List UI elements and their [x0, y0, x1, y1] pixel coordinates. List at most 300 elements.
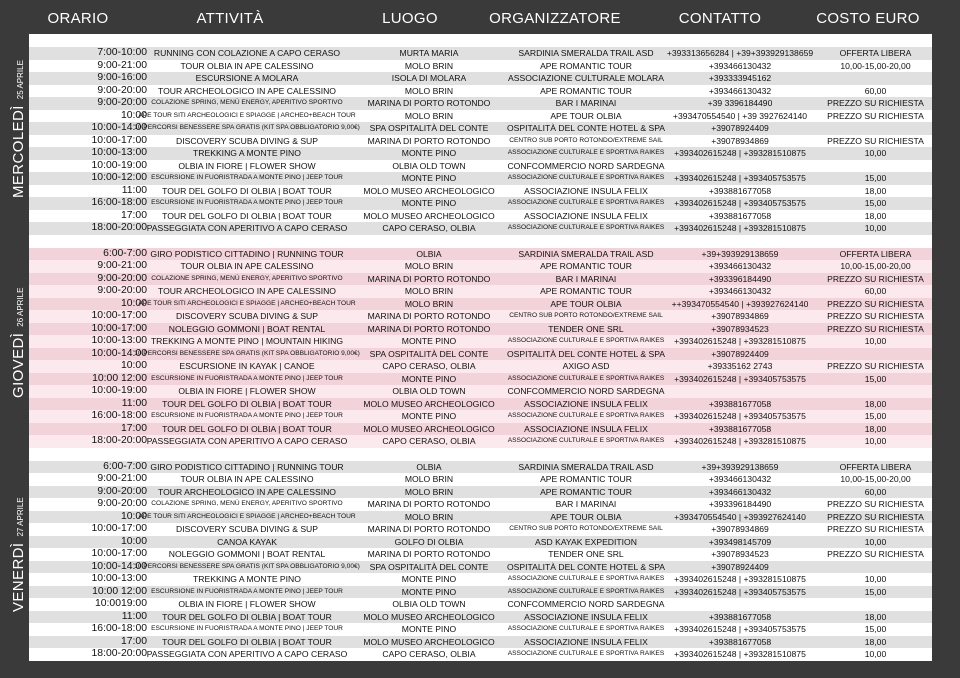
- table-row: [29, 423, 932, 436]
- cell-contact: +393402615248 | +393281510875: [674, 223, 806, 233]
- header-orario: ORARIO: [47, 10, 109, 27]
- table-row: [29, 573, 932, 586]
- cell-time: 10:00-13:00: [91, 573, 147, 584]
- cell-contact: +393466130432: [708, 486, 772, 497]
- cell-time: 18:00-20:00: [91, 222, 147, 233]
- cell-activity: TOUR OLBIA IN APE CALESSINO: [180, 474, 314, 484]
- cell-cost: PREZZO SU RICHIESTA: [827, 524, 924, 534]
- cell-time: 9:00-20:00: [97, 84, 147, 96]
- table-row: [29, 586, 932, 599]
- cell-activity: 10 PERCORSI BENESSERE SPA GRATIS (KIT SPA OBBLIGATORIO 9,00€): [134, 124, 360, 131]
- table-row: [29, 523, 932, 536]
- cell-contact: +393881677058: [708, 185, 772, 196]
- cell-cost: 18,00: [864, 210, 887, 221]
- cell-place: SPA OSPITALITÀ DEL CONTE: [369, 561, 489, 572]
- cell-time: 10:00: [120, 510, 147, 522]
- cell-contact: +393466130432: [708, 261, 772, 271]
- cell-place: MURTA MARIA: [399, 48, 459, 58]
- cell-activity: PASSEGGIATA CON APERITIVO A CAPO CERASO: [146, 436, 348, 446]
- header-attivita: ATTIVITÀ: [196, 10, 264, 27]
- cell-contact: +393881677058: [708, 611, 772, 622]
- cell-place: MOLO BRIN: [404, 286, 454, 296]
- cell-contact: +393402615248 | +393281510875: [674, 436, 806, 446]
- cell-place: MOLO BRIN: [404, 261, 454, 271]
- cell-place: MONTE PINO: [401, 148, 457, 158]
- cell-activity: TOUR ARCHEOLOGICO IN APE CALESSINO: [158, 486, 336, 497]
- cell-cost: 10,00: [864, 223, 887, 233]
- table-row: [29, 548, 932, 561]
- cell-time: 10:00-14:00: [91, 347, 147, 359]
- cell-organizer: APE ROMANTIC TOUR: [540, 85, 632, 96]
- cell-time: 9:00-20:00: [97, 272, 147, 284]
- cell-time: 10:00: [120, 535, 147, 547]
- cell-place: MARINA DI PORTO ROTONDO: [367, 98, 491, 108]
- cell-place: MONTE PINO: [401, 336, 457, 346]
- cell-cost: PREZZO SU RICHIESTA: [827, 323, 924, 334]
- table-row: [29, 310, 932, 323]
- table-row: [29, 110, 932, 123]
- table-row: [29, 498, 932, 511]
- cell-place: OLBIA OLD TOWN: [392, 386, 466, 396]
- table-row: [29, 97, 932, 110]
- cell-organizer: ASSOCIAZIONE CULTURALE E SPORTIVA RAIKES: [507, 174, 665, 181]
- header-luogo: LUOGO: [382, 10, 438, 27]
- table-row: [29, 435, 932, 448]
- cell-place: CAPO CERASO, OLBIA: [382, 436, 476, 446]
- cell-organizer: APE TOUR OLBIA: [550, 511, 622, 522]
- cell-cost: 60,00: [864, 286, 887, 296]
- table-row: [29, 172, 932, 185]
- cell-time: 10:00-17:00: [91, 310, 147, 321]
- cell-place: MOLO BRIN: [404, 486, 454, 497]
- cell-contact: +39078924409: [711, 561, 769, 572]
- table-row: [29, 197, 932, 210]
- cell-time: 18:00-20:00: [91, 648, 147, 659]
- table-row: [29, 360, 932, 373]
- cell-contact: ++393470554540 | +393927624140: [671, 298, 809, 309]
- table-row: [29, 486, 932, 499]
- cell-contact: +393396184490: [708, 499, 772, 509]
- cell-cost: 15,00: [864, 373, 887, 384]
- cell-time: 10:00-13:00: [91, 147, 147, 158]
- cell-contact: +393466130432: [708, 286, 772, 296]
- cell-activity: TOUR DEL GOLFO DI OLBIA | BOAT TOUR: [162, 210, 332, 221]
- cell-activity: APE TOUR SITI ARCHEOLOGICI E SPIAGGE | ARCHEO+BEACH TOUR: [138, 512, 356, 520]
- cell-activity: NOLEGGIO GOMMONI | BOAT RENTAL: [168, 323, 326, 334]
- day-spacer: [29, 448, 932, 461]
- cell-activity: TOUR DEL GOLFO DI OLBIA | BOAT TOUR: [162, 185, 332, 196]
- table-row: [29, 373, 932, 386]
- cell-organizer: CONFCOMMERCIO NORD SARDEGNA: [507, 386, 665, 396]
- cell-place: MOLO BRIN: [404, 85, 454, 96]
- table-row: [29, 85, 932, 98]
- cell-place: OLBIA: [416, 248, 442, 259]
- table-row: [29, 473, 932, 486]
- header-organizzatore: ORGANIZZATORE: [489, 10, 621, 27]
- cell-activity: ESCURSIONE IN FUORISTRADA A MONTE PINO | JEEP TOUR: [151, 625, 343, 632]
- cell-contact: +393402615248 | +393281510875: [674, 148, 806, 158]
- cell-time: 16:00-18:00: [91, 410, 147, 421]
- cell-activity: TREKKING A MONTE PINO | MOUNTAIN HIKING: [150, 336, 344, 346]
- table-row: [29, 160, 932, 173]
- cell-cost: PREZZO SU RICHIESTA: [827, 549, 924, 559]
- cell-time: 10:00-14:00: [91, 122, 147, 133]
- table-row: [29, 185, 932, 198]
- cell-time: 10:00-14:00: [91, 560, 147, 572]
- cell-activity: TREKKING A MONTE PINO: [193, 574, 301, 584]
- cell-time: 10:00-19:00: [91, 159, 147, 171]
- cell-time: 10:00-17:00: [91, 322, 147, 334]
- table-row: [29, 210, 932, 223]
- cell-activity: TOUR ARCHEOLOGICO IN APE CALESSINO: [158, 85, 336, 96]
- cell-organizer: OSPITALITÀ DEL CONTE HOTEL & SPA: [506, 123, 666, 133]
- cell-organizer: ASSOCIAZIONE INSULA FELIX: [524, 611, 648, 622]
- cell-organizer: ASSOCIAZIONE INSULA FELIX: [524, 636, 648, 647]
- header-contatto: CONTATTO: [678, 10, 762, 27]
- cell-organizer: SARDINIA SMERALDA TRAIL ASD: [518, 461, 654, 472]
- cell-contact: +393881677058: [708, 210, 772, 221]
- cell-contact: +39078934523: [711, 323, 769, 334]
- cell-time: 10:00: [120, 360, 147, 371]
- table-row: [29, 598, 932, 611]
- cell-place: MOLO BRIN: [404, 511, 454, 522]
- table-row: [29, 285, 932, 298]
- cell-time: 11:00: [121, 610, 147, 622]
- cell-place: CAPO CERASO, OLBIA: [382, 361, 476, 371]
- cell-cost: 18,00: [864, 636, 887, 647]
- cell-cost: PREZZO SU RICHIESTA: [827, 361, 924, 371]
- cell-place: MOLO MUSEO ARCHEOLOGICO: [363, 185, 495, 196]
- cell-time: 17:00: [120, 209, 147, 221]
- cell-organizer: ASSOCIAZIONE CULTURALE E SPORTIVA RAIKES: [507, 199, 665, 206]
- cell-contact: +39078924409: [711, 348, 769, 359]
- cell-place: MOLO BRIN: [404, 298, 454, 309]
- cell-time: 10:00-19:00: [91, 385, 147, 396]
- day-date: 26 APRILE: [16, 287, 25, 327]
- cell-activity: ESCURSIONE IN FUORISTRADA A MONTE PINO | JEEP TOUR: [151, 587, 343, 595]
- table-row: [29, 410, 932, 423]
- table-row: [29, 222, 932, 235]
- cell-activity: TOUR DEL GOLFO DI OLBIA | BOAT TOUR: [162, 398, 332, 409]
- table-row: [29, 648, 932, 661]
- cell-organizer: ASSOCIAZIONE CULTURALE E SPORTIVA RAIKES: [507, 374, 665, 382]
- cell-organizer: ASSOCIAZIONE CULTURALE MOLARA: [508, 73, 664, 83]
- cell-time: 10:00 12:00: [92, 372, 147, 384]
- cell-time: 11:00: [121, 184, 147, 196]
- cell-cost: 10,00-15,00-20,00: [840, 261, 911, 271]
- cell-time: 9:00-20:00: [97, 498, 147, 509]
- table-header: [0, 0, 960, 34]
- cell-organizer: APE ROMANTIC TOUR: [540, 261, 632, 271]
- table-row: [29, 636, 932, 649]
- cell-place: CAPO CERASO, OLBIA: [382, 649, 476, 659]
- table-row: [29, 135, 932, 148]
- cell-activity: GIRO PODISTICO CITTADINO | RUNNING TOUR: [150, 248, 344, 259]
- cell-organizer: CENTRO SUB PORTO ROTONDO/EXTREME SAIL: [509, 312, 663, 319]
- cell-organizer: SARDINIA SMERALDA TRAIL ASD: [518, 48, 654, 58]
- day-spacer: [29, 34, 932, 47]
- cell-activity: ESCURSIONE IN FUORISTRADA A MONTE PINO | JEEP TOUR: [151, 199, 343, 206]
- cell-organizer: ASSOCIAZIONE INSULA FELIX: [524, 398, 648, 409]
- cell-activity: COLAZIONE SPRING, MENÙ ENERGY, APERITIVO SPORTIVO: [151, 500, 343, 507]
- cell-organizer: CONFCOMMERCIO NORD SARDEGNA: [507, 599, 665, 609]
- cell-organizer: ASSOCIAZIONE INSULA FELIX: [524, 185, 648, 196]
- cell-activity: ESCURSIONE IN KAYAK | CANOE: [179, 361, 315, 371]
- cell-organizer: ASSOCIAZIONE INSULA FELIX: [524, 423, 648, 434]
- cell-time: 6:00-7:00: [103, 247, 147, 259]
- cell-place: MONTE PINO: [401, 586, 457, 597]
- cell-place: MARINA DI PORTO ROTONDO: [367, 524, 491, 534]
- cell-cost: 60,00: [864, 85, 887, 96]
- cell-organizer: BAR I MARINAI: [555, 98, 617, 108]
- cell-place: MONTE PINO: [401, 173, 457, 183]
- cell-contact: +393396184490: [708, 273, 772, 284]
- cell-activity: 10 PERCORSI BENESSERE SPA GRATIS (KIT SPA OBBLIGATORIO 9,00€): [134, 562, 360, 570]
- cell-cost: 18,00: [864, 185, 887, 196]
- cell-contact: +39078924409: [711, 123, 769, 133]
- cell-cost: PREZZO SU RICHIESTA: [827, 135, 924, 146]
- cell-place: MOLO MUSEO ARCHEOLOGICO: [363, 210, 495, 221]
- cell-place: MONTE PINO: [401, 574, 457, 584]
- cell-cost: 15,00: [864, 624, 887, 634]
- cell-organizer: AXIGO ASD: [562, 361, 610, 371]
- cell-cost: 10,00: [864, 574, 887, 584]
- table-row: [29, 248, 932, 261]
- cell-time: 9:00-16:00: [97, 72, 147, 83]
- cell-time: 16:00-18:00: [91, 197, 147, 208]
- cell-contact: +393470554540 | +39 3927624140: [672, 110, 808, 121]
- cell-place: MARINA DI PORTO ROTONDO: [367, 135, 491, 146]
- cell-place: GOLFO DI OLBIA: [394, 536, 464, 547]
- cell-place: SPA OSPITALITÀ DEL CONTE: [369, 123, 489, 133]
- table-row: [29, 60, 932, 73]
- cell-time: 17:00: [120, 635, 147, 647]
- day-spacer: [29, 235, 932, 248]
- cell-cost: 60,00: [864, 486, 887, 497]
- cell-activity: TOUR DEL GOLFO DI OLBIA | BOAT TOUR: [162, 636, 332, 647]
- cell-place: MARINA DI PORTO ROTONDO: [367, 311, 491, 321]
- cell-contact: +39078934869: [711, 135, 769, 146]
- cell-contact: +393402615248 | +393405753575: [674, 198, 806, 208]
- cell-time: 16:00-18:00: [91, 623, 147, 634]
- cell-place: MOLO BRIN: [404, 474, 454, 484]
- cell-cost: OFFERTA LIBERA: [839, 248, 912, 259]
- cell-organizer: CENTRO SUB PORTO ROTONDO/EXTREME SAIL: [509, 525, 663, 532]
- cell-time: 6:00-7:00: [103, 460, 147, 472]
- cell-place: MOLO MUSEO ARCHEOLOGICO: [363, 398, 495, 409]
- schedule-table: [29, 34, 932, 659]
- cell-place: SPA OSPITALITÀ DEL CONTE: [369, 348, 489, 359]
- table-row: [29, 122, 932, 135]
- cell-place: MONTE PINO: [401, 624, 457, 634]
- cell-activity: CANOA KAYAK: [217, 536, 277, 547]
- cell-contact: +393881677058: [708, 636, 772, 647]
- day-label-giovedi: [10, 288, 28, 398]
- cell-contact: +393313656284 | +39+393929138659: [666, 48, 814, 58]
- cell-contact: +393402615248 | +393405753575: [674, 586, 806, 597]
- cell-contact: +39335162 2743: [707, 361, 773, 371]
- cell-time: 10:00-17:00: [91, 523, 147, 534]
- cell-contact: +393470554540 | +393927624140: [674, 511, 806, 522]
- cell-cost: 18,00: [864, 423, 887, 434]
- cell-time: 10:00: [120, 297, 147, 309]
- table-row: [29, 298, 932, 311]
- cell-contact: +393466130432: [708, 85, 772, 96]
- cell-organizer: ASSOCIAZIONE CULTURALE E SPORTIVA RAIKES: [507, 650, 665, 657]
- table-row: [29, 398, 932, 411]
- cell-activity: COLAZIONE SPRING, MENÙ ENERGY, APERITIVO SPORTIVO: [151, 274, 343, 282]
- table-row: [29, 47, 932, 60]
- cell-time: 7:00-10:00: [97, 47, 147, 58]
- cell-organizer: OSPITALITÀ DEL CONTE HOTEL & SPA: [506, 561, 666, 572]
- table-row: [29, 323, 932, 336]
- day-name: VENERDÌ: [10, 542, 27, 612]
- cell-time: 9:00-21:00: [97, 59, 147, 71]
- cell-cost: PREZZO SU RICHIESTA: [827, 298, 924, 309]
- cell-cost: 10,00-15,00-20,00: [840, 474, 911, 484]
- cell-organizer: ASSOCIAZIONE CULTURALE E SPORTIVA RAIKES: [507, 149, 665, 156]
- cell-place: MARINA DI PORTO ROTONDO: [367, 323, 491, 334]
- cell-activity: NOLEGGIO GOMMONI | BOAT RENTAL: [168, 549, 326, 559]
- cell-place: MONTE PINO: [401, 373, 457, 384]
- table-row: [29, 348, 932, 361]
- cell-contact: +393333945162: [708, 73, 772, 83]
- cell-place: OLBIA: [416, 461, 442, 472]
- cell-cost: 15,00: [864, 586, 887, 597]
- cell-time: 10:00-13:00: [91, 335, 147, 346]
- cell-contact: +393881677058: [708, 423, 772, 434]
- cell-contact: +393881677058: [708, 398, 772, 409]
- cell-cost: 10,00-15,00-20,00: [840, 60, 911, 71]
- cell-activity: DISCOVERY SCUBA DIVING & SUP: [176, 524, 318, 534]
- cell-time: 10:00-17:00: [91, 548, 147, 559]
- cell-activity: OLBIA IN FIORE | FLOWER SHOW: [178, 599, 316, 609]
- cell-organizer: ASSOCIAZIONE CULTURALE E SPORTIVA RAIKES: [507, 412, 665, 419]
- cell-activity: TOUR ARCHEOLOGICO IN APE CALESSINO: [158, 286, 336, 296]
- cell-place: MARINA DI PORTO ROTONDO: [367, 499, 491, 509]
- cell-activity: TOUR OLBIA IN APE CALESSINO: [180, 60, 314, 71]
- cell-cost: PREZZO SU RICHIESTA: [827, 511, 924, 522]
- cell-time: 9:00-20:00: [97, 485, 147, 497]
- cell-time: 9:00-21:00: [97, 473, 147, 484]
- cell-contact: +393498145709: [708, 536, 772, 547]
- header-costo: COSTO EURO: [816, 10, 920, 27]
- cell-cost: PREZZO SU RICHIESTA: [827, 311, 924, 321]
- cell-activity: TOUR OLBIA IN APE CALESSINO: [180, 261, 314, 271]
- cell-contact: +393402615248 | +393281510875: [674, 649, 806, 659]
- cell-activity: TOUR DEL GOLFO DI OLBIA | BOAT TOUR: [162, 423, 332, 434]
- cell-cost: OFFERTA LIBERA: [839, 48, 912, 58]
- cell-contact: +393402615248 | +393405753575: [674, 411, 806, 421]
- cell-contact: +393466130432: [708, 474, 772, 484]
- cell-activity: COLAZIONE SPRING, MENÙ ENERGY, APERITIVO SPORTIVO: [151, 99, 343, 106]
- cell-organizer: BAR I MARINAI: [555, 273, 617, 284]
- cell-activity: ESCURSIONE A MOLARA: [195, 73, 299, 83]
- day-label-venerdi: [10, 497, 28, 612]
- cell-activity: PASSEGGIATA CON APERITIVO A CAPO CERASO: [146, 649, 348, 659]
- day-name: MERCOLEDÌ: [10, 105, 27, 198]
- cell-time: 10:00 12:00: [92, 585, 147, 597]
- cell-activity: APE TOUR SITI ARCHEOLOGICI E SPIAGGE | ARCHEO+BEACH TOUR: [138, 299, 356, 307]
- cell-activity: DISCOVERY SCUBA DIVING & SUP: [176, 135, 318, 146]
- table-row: [29, 623, 932, 636]
- cell-organizer: ASSOCIAZIONE CULTURALE E SPORTIVA RAIKES: [507, 224, 665, 231]
- cell-place: MOLO MUSEO ARCHEOLOGICO: [363, 423, 495, 434]
- cell-activity: APE TOUR SITI ARCHEOLOGICI E SPIAGGE | ARCHEO+BEACH TOUR: [138, 111, 356, 119]
- cell-activity: ESCURSIONE IN FUORISTRADA A MONTE PINO | JEEP TOUR: [151, 374, 343, 382]
- cell-time: 18:00-20:00: [91, 435, 147, 446]
- cell-contact: +393402615248 | +393405753575: [674, 624, 806, 634]
- cell-organizer: APE TOUR OLBIA: [550, 110, 622, 121]
- day-date: 27 APRILE: [16, 497, 25, 537]
- cell-cost: 18,00: [864, 611, 887, 622]
- cell-activity: ESCURSIONE IN FUORISTRADA A MONTE PINO | JEEP TOUR: [151, 412, 343, 419]
- cell-cost: PREZZO SU RICHIESTA: [827, 110, 924, 121]
- cell-time: 10:00: [120, 109, 147, 121]
- cell-activity: TOUR DEL GOLFO DI OLBIA | BOAT TOUR: [162, 611, 332, 622]
- table-row: [29, 147, 932, 160]
- cell-activity: OLBIA IN FIORE | FLOWER SHOW: [178, 386, 316, 396]
- cell-organizer: APE ROMANTIC TOUR: [540, 474, 632, 484]
- cell-contact: +393402615248 | +393281510875: [674, 336, 806, 346]
- cell-place: OLBIA OLD TOWN: [392, 160, 466, 171]
- cell-cost: 18,00: [864, 398, 887, 409]
- table-row: [29, 536, 932, 549]
- cell-place: ISOLA DI MOLARA: [391, 73, 467, 83]
- cell-cost: PREZZO SU RICHIESTA: [827, 499, 924, 509]
- cell-place: MARINA DI PORTO ROTONDO: [367, 273, 491, 284]
- cell-organizer: ASSOCIAZIONE CULTURALE E SPORTIVA RAIKES: [507, 337, 665, 344]
- cell-place: MOLO BRIN: [404, 60, 454, 71]
- cell-place: MOLO MUSEO ARCHEOLOGICO: [363, 636, 495, 647]
- table-row: [29, 461, 932, 474]
- day-date: 25 APRILE: [16, 60, 25, 100]
- table-row: [29, 273, 932, 286]
- cell-organizer: TENDER ONE SRL: [548, 549, 624, 559]
- cell-activity: ESCURSIONE IN FUORISTRADA A MONTE PINO | JEEP TOUR: [151, 174, 343, 181]
- table-row: [29, 335, 932, 348]
- table-row: [29, 260, 932, 273]
- cell-cost: PREZZO SU RICHIESTA: [827, 273, 924, 284]
- cell-cost: 15,00: [864, 411, 887, 421]
- cell-organizer: APE ROMANTIC TOUR: [540, 60, 632, 71]
- cell-organizer: TENDER ONE SRL: [548, 323, 624, 334]
- cell-contact: +39078934869: [711, 311, 769, 321]
- cell-contact: +39078934523: [711, 549, 769, 559]
- table-row: [29, 561, 932, 574]
- cell-activity: PASSEGGIATA CON APERITIVO A CAPO CERASO: [146, 223, 348, 233]
- day-label-mercoledi: [10, 60, 28, 198]
- table-row: [29, 72, 932, 85]
- cell-organizer: ASSOCIAZIONE CULTURALE E SPORTIVA RAIKES: [507, 437, 665, 444]
- cell-organizer: BAR I MARINAI: [555, 499, 617, 509]
- cell-organizer: APE ROMANTIC TOUR: [540, 286, 632, 296]
- cell-time: 9:00-21:00: [97, 260, 147, 271]
- cell-place: MOLO MUSEO ARCHEOLOGICO: [363, 611, 495, 622]
- cell-organizer: CENTRO SUB PORTO ROTONDO/EXTREME SAIL: [509, 136, 663, 144]
- table-row: [29, 611, 932, 624]
- cell-place: MONTE PINO: [401, 411, 457, 421]
- cell-contact: +39+393929138659: [701, 248, 779, 259]
- cell-cost: 15,00: [864, 173, 887, 183]
- cell-organizer: ASSOCIAZIONE CULTURALE E SPORTIVA RAIKES: [507, 625, 665, 632]
- cell-place: MOLO BRIN: [404, 110, 454, 121]
- cell-contact: +39 3396184490: [707, 98, 773, 108]
- cell-place: MARINA DI PORTO ROTONDO: [367, 549, 491, 559]
- cell-activity: RUNNING CON COLAZIONE A CAPO CERASO: [153, 48, 341, 58]
- cell-activity: 10 PERCORSI BENESSERE SPA GRATIS (KIT SPA OBBLIGATORIO 9,00€): [134, 349, 360, 357]
- cell-contact: +39078934869: [711, 524, 769, 534]
